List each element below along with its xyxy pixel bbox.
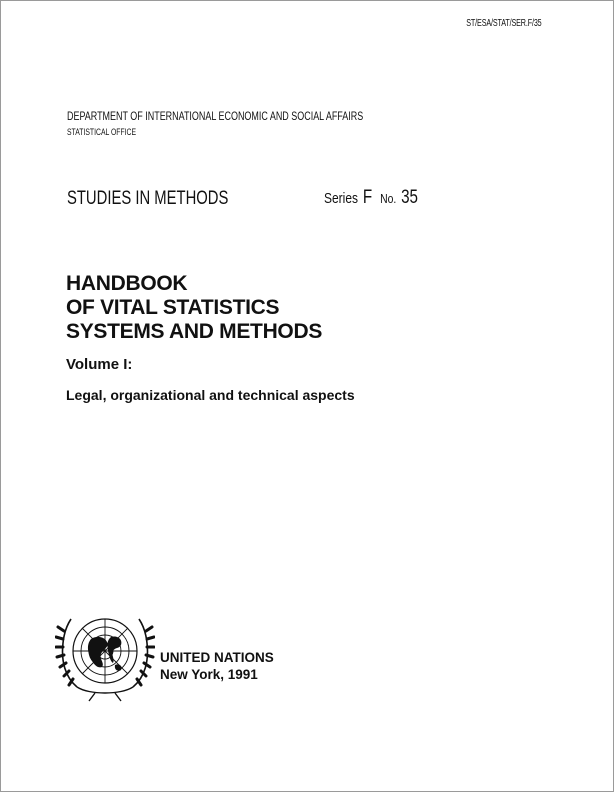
publisher-name: UNITED NATIONS: [160, 650, 274, 665]
series-title: STUDIES IN METHODS: [67, 188, 229, 209]
document-symbol: ST/ESA/STAT/SER.F/35: [466, 18, 542, 29]
publication-place-year: New York, 1991: [160, 667, 258, 682]
handbook-title: [66, 272, 322, 344]
department-name: DEPARTMENT OF INTERNATIONAL ECONOMIC AND SOCIAL AFFAIRS: [67, 111, 364, 123]
volume-label: Volume I:: [66, 356, 133, 373]
title-line: OF VITAL STATISTICS: [66, 296, 280, 319]
volume-subtitle: Legal, organizational and technical aspects: [66, 387, 355, 403]
series-letter: F: [362, 187, 373, 208]
series-word: Series: [324, 190, 359, 207]
publisher-block: [160, 649, 274, 683]
un-emblem-icon: [55, 609, 155, 705]
series-number: 35: [401, 187, 419, 208]
office-name: STATISTICAL OFFICE: [67, 127, 137, 138]
title-line: HANDBOOK: [66, 272, 188, 295]
series-designation: [324, 187, 418, 209]
title-line: SYSTEMS AND METHODS: [66, 320, 323, 343]
number-label: No.: [380, 191, 397, 206]
